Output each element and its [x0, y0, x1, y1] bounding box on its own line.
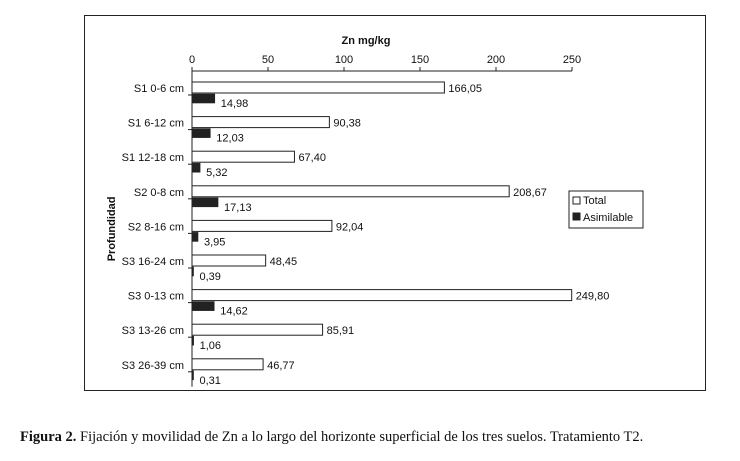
data-label-asimilable: 0,39 — [199, 271, 221, 283]
data-label-asimilable: 12,03 — [216, 132, 244, 145]
data-label-total: 208,67 — [513, 186, 547, 199]
category-label: S3 13-26 cm — [121, 325, 184, 338]
bar-asimilable — [192, 94, 215, 103]
bar-total — [192, 324, 323, 335]
bar-total — [192, 290, 572, 301]
bar-total — [192, 220, 332, 231]
bar-total — [192, 151, 294, 162]
x-tick-label: 50 — [261, 54, 275, 66]
data-label-total: 90,38 — [333, 117, 361, 130]
data-label-total: 85,91 — [326, 325, 355, 338]
category-label: S1 0-6 cm — [133, 83, 184, 95]
category-label: S3 0-13 cm — [127, 290, 184, 303]
bar-asimilable — [192, 336, 194, 345]
bar-total — [192, 186, 509, 197]
data-label-asimilable: 17,13 — [224, 201, 252, 214]
category-label: S1 12-18 cm — [121, 152, 184, 165]
category-label: S1 6-12 cm — [127, 117, 184, 130]
bar-asimilable — [192, 267, 194, 276]
caption-text: Fijación y movilidad de Zn a lo largo del horizonte superficial de los tres suelos. Tratamiento T2. — [76, 429, 644, 445]
category-label: S3 26-39 cm — [121, 359, 184, 372]
data-label-asimilable: 5,32 — [206, 167, 228, 180]
bar-total — [192, 117, 329, 128]
x-tick-label: 0 — [188, 54, 196, 66]
caption-label: Figura 2. — [20, 429, 77, 445]
x-tick-label: 100 — [334, 54, 354, 66]
data-label-asimilable: 3,95 — [204, 236, 226, 249]
figure-caption — [20, 429, 643, 446]
chart-frame — [84, 15, 706, 391]
category-label: S2 0-8 cm — [133, 186, 184, 199]
data-label-asimilable: 14,98 — [220, 98, 249, 110]
category-label: S3 16-24 cm — [121, 256, 184, 268]
bar-asimilable — [192, 163, 200, 172]
data-label-asimilable: 14,62 — [220, 305, 248, 318]
bar-asimilable — [192, 198, 218, 207]
bar-chart — [85, 16, 707, 392]
legend-swatch-total — [573, 197, 580, 204]
bar-asimilable — [192, 371, 194, 380]
legend-label-asimilable: Asimilable — [583, 212, 634, 224]
category-label: S2 8-16 cm — [127, 221, 184, 234]
data-label-total: 249,80 — [575, 290, 610, 303]
bar-asimilable — [192, 302, 214, 311]
x-tick-label: 250 — [562, 54, 582, 66]
data-label-total: 166,05 — [448, 83, 483, 95]
bar-total — [192, 255, 266, 266]
y-axis-title: Profundidad — [106, 196, 118, 262]
bar-asimilable — [192, 129, 210, 138]
bar-total — [192, 82, 444, 93]
bar-total — [192, 359, 263, 370]
x-tick-label: 200 — [486, 54, 506, 66]
x-axis-title: Zn mg/kg — [341, 35, 391, 47]
data-label-total: 48,45 — [269, 256, 298, 268]
data-label-total: 46,77 — [267, 359, 295, 372]
legend-label-total: Total — [583, 195, 607, 207]
data-label-asimilable: 1,06 — [199, 340, 222, 353]
data-label-total: 92,04 — [335, 221, 364, 234]
data-label-total: 67,40 — [298, 152, 326, 165]
x-tick-label: 150 — [410, 54, 430, 66]
bar-asimilable — [192, 232, 198, 241]
legend-swatch-asimilable — [573, 213, 580, 220]
data-label-asimilable: 0,31 — [199, 374, 221, 387]
